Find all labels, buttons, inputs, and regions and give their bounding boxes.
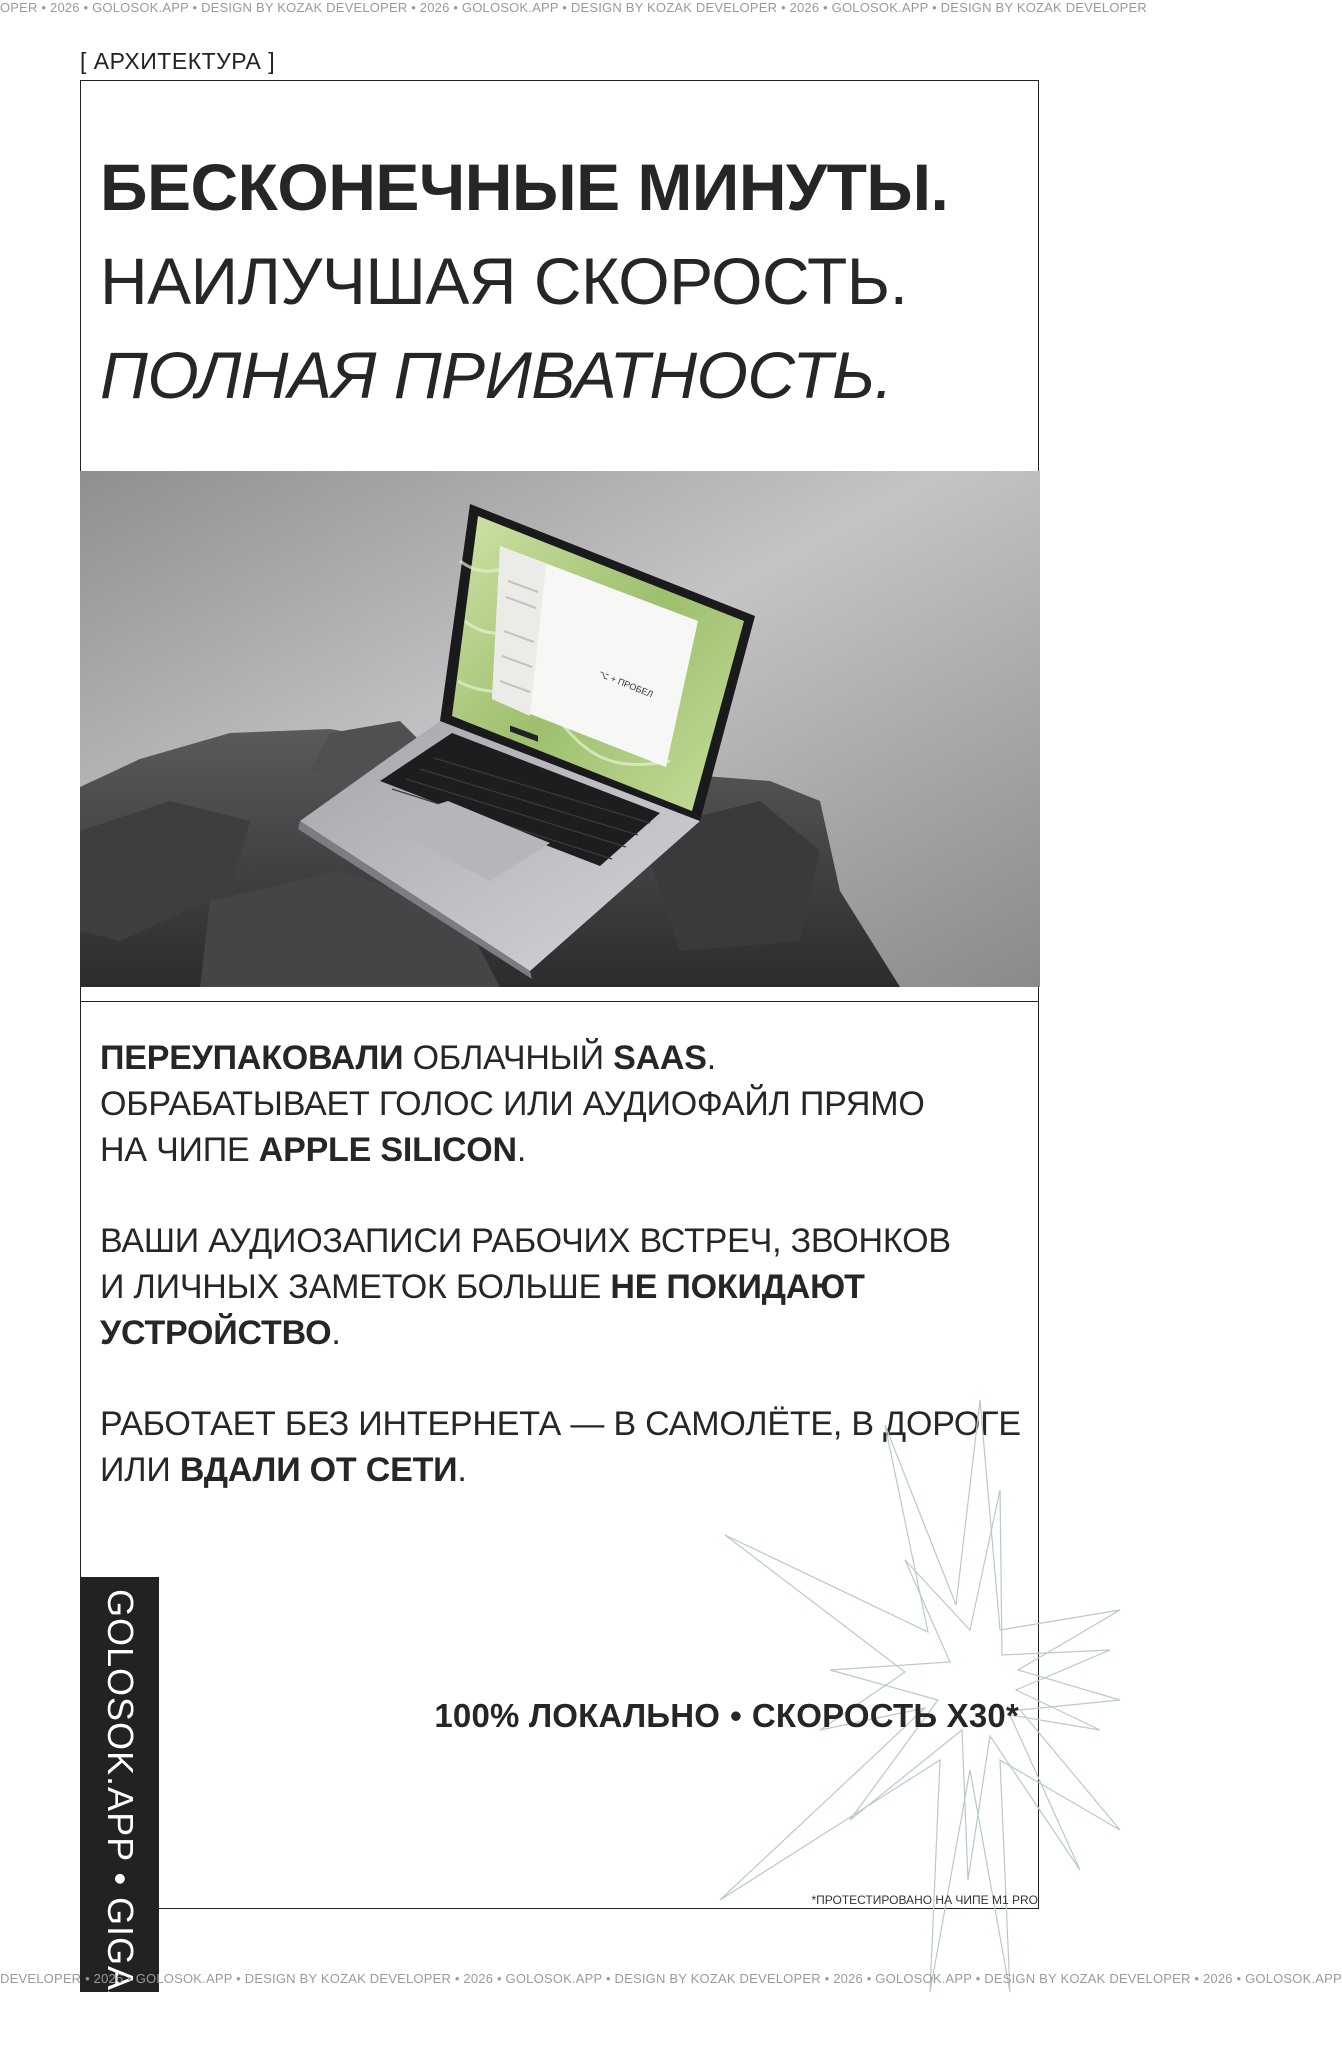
vertical-brand-text: GOLOSOK.APP • GIGAAM [100, 1589, 141, 2047]
p3-text-3: . [457, 1451, 467, 1489]
ticker-text: OPER • 2026 • GOLOSOK.APP • DESIGN BY KOZAK DEVELOPER • 2026 • GOLOSOK.APP • DESIGN BY KOZAK DEVELOPER • 2026 • GOLOSOK.APP • DESIGN BY KOZAK DEVELOPER [0, 0, 1147, 15]
headline-line-1: БЕСКОНЕЧНЫЕ МИНУТЫ. [100, 150, 949, 224]
tagline-dot: • [730, 1697, 742, 1734]
p2-bold-1: НЕ ПОКИДАЮТ [610, 1268, 865, 1306]
headline [100, 140, 948, 422]
p1-text-2: . [706, 1039, 717, 1077]
p2-text-1: ВАШИ АУДИОЗАПИСИ РАБОЧИХ ВСТРЕЧ, ЗВОНКОВ [100, 1222, 951, 1260]
hero-screen-title: ⌥ + ПРОБЕЛ [597, 668, 655, 700]
section-divider [80, 1001, 1039, 1002]
p1-text-3: ОБРАБАТЫВАЕТ ГОЛОС ИЛИ АУДИОФАЙЛ ПРЯМО [100, 1085, 925, 1123]
p3-text-1: РАБОТАЕТ БЕЗ ИНТЕРНЕТА — В САМОЛЁТЕ, В ДОРОГЕ [100, 1405, 1021, 1443]
p2-bold-2: УСТРОЙСТВО [100, 1314, 332, 1352]
p3-text-2: ИЛИ [100, 1451, 180, 1489]
p2-text-3: . [331, 1314, 341, 1352]
bottom-ticker-text: DEVELOPER • 2026 • GOLOSOK.APP • DESIGN BY KOZAK DEVELOPER • 2026 • GOLOSOK.APP • DESIGN BY KOZAK DEVELOPER • 2026 • GOLOSOK.APP • DESIGN BY KOZAK DEVELOPER • 2026 • GOLOSOK.APP [0, 1971, 1342, 1986]
p1-text-1: ОБЛАЧНЫЙ [403, 1039, 614, 1077]
bottom-ticker [0, 1971, 1342, 1993]
p3-bold-1: ВДАЛИ ОТ СЕТИ [179, 1451, 458, 1489]
p1-bold-1: ПЕРЕУПАКОВАЛИ [100, 1039, 404, 1077]
tagline-right: СКОРОСТЬ Х30* [751, 1697, 1019, 1734]
tagline-left: 100% ЛОКАЛЬНО [434, 1697, 721, 1734]
hero-image [80, 471, 1040, 987]
p1-bold-2: SAAS [613, 1039, 707, 1077]
paragraph-3 [100, 1401, 1030, 1493]
vertical-brand-tab [80, 1577, 159, 2047]
section-label: [ АРХИТЕКТУРА ] [80, 48, 276, 74]
headline-line-3: ПОЛНАЯ ПРИВАТНОСТЬ. [100, 338, 893, 412]
p1-bold-3: APPLE SILICON [258, 1131, 517, 1169]
p2-text-2: И ЛИЧНЫХ ЗАМЕТОК БОЛЬШЕ [100, 1268, 611, 1306]
top-ticker [0, 0, 1147, 22]
paragraph-1 [100, 1035, 1030, 1173]
p1-text-4: НА ЧИПЕ [100, 1131, 259, 1169]
headline-line-2: НАИЛУЧШАЯ СКОРОСТЬ. [100, 244, 908, 318]
p1-text-5: . [516, 1131, 527, 1169]
tagline [434, 1697, 1019, 1735]
footnote: *ПРОТЕСТИРОВАНО НА ЧИПЕ M1 PRO [811, 1893, 1038, 1907]
body-copy [100, 1035, 1030, 1538]
paragraph-2 [100, 1218, 1030, 1356]
